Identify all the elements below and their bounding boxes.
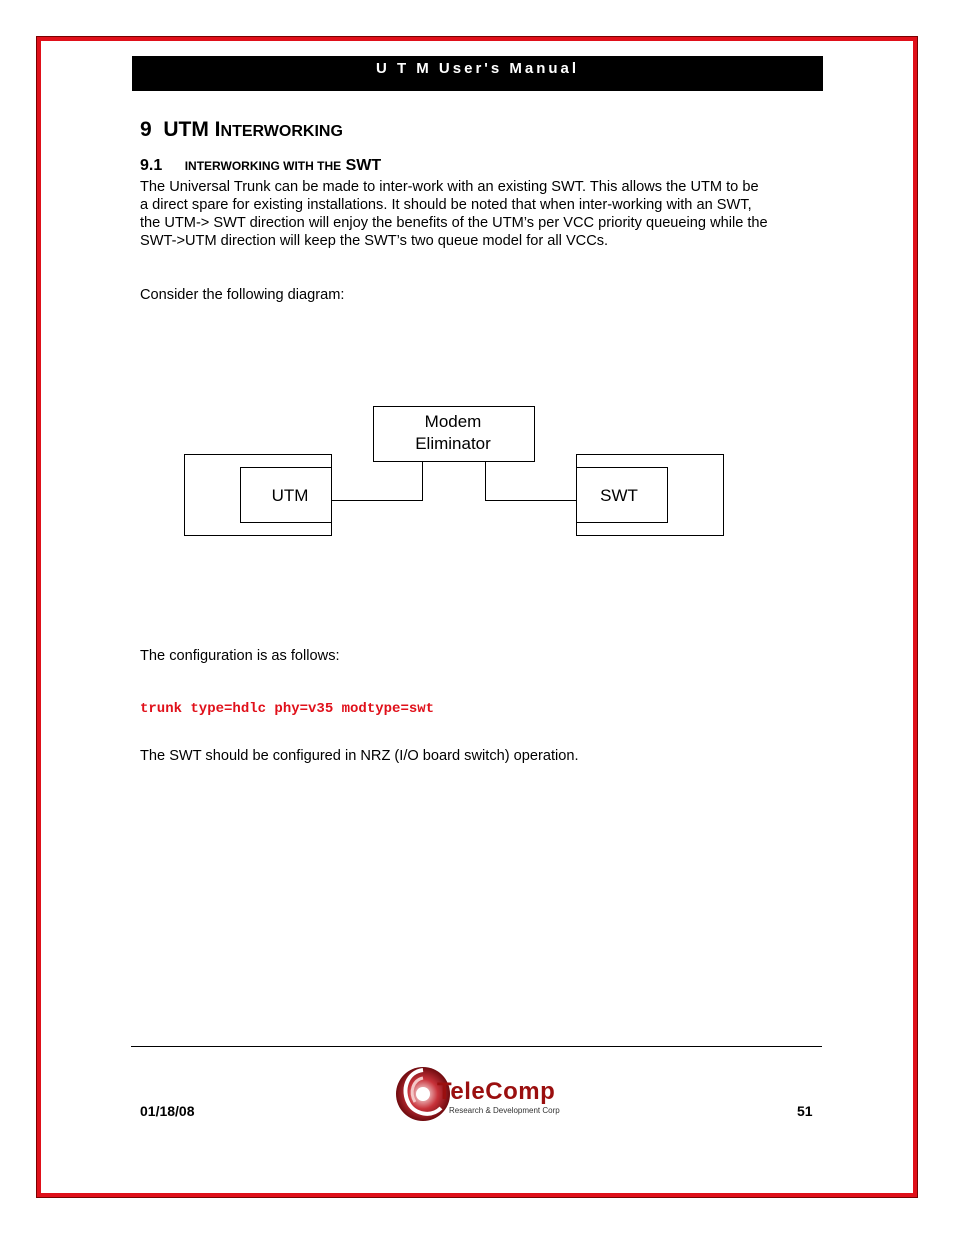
paragraph-line: a direct spare for existing installations. It should be noted that when inter-working with an SWT,: [140, 197, 752, 213]
subsection-title-small: INTERWORKING WITH THE: [184, 159, 342, 173]
section-title-main: UTM I: [163, 118, 221, 141]
logo-title: TeleComp: [437, 1078, 556, 1105]
paragraph-intro: [140, 178, 768, 250]
connector-swt-horizontal: [485, 500, 577, 501]
modem-label-line2: Eliminator: [415, 434, 491, 453]
paragraph-config-intro: The configuration is as follows:: [140, 648, 340, 664]
logo-subtitle: Research & Development Corp: [449, 1106, 560, 1115]
footer-divider: [131, 1046, 822, 1047]
connector-utm-horizontal: [331, 500, 423, 501]
paragraph-diagram-intro: Consider the following diagram:: [140, 287, 345, 303]
swt-label: SWT: [600, 486, 638, 505]
paragraph-line: the UTM-> SWT direction will enjoy the benefits of the UTM’s per VCC priority queueing while the: [140, 215, 768, 231]
modem-eliminator-label: [373, 411, 533, 455]
banner-title: U T M User's Manual: [375, 60, 580, 77]
connector-utm-vertical: [422, 461, 423, 501]
config-command: trunk type=hdlc phy=v35 modtype=swt: [140, 701, 435, 717]
paragraph-swt-note: The SWT should be configured in NRZ (I/O board switch) operation.: [140, 748, 579, 764]
page-number: 51: [797, 1103, 813, 1119]
footer-date: 01/18/08: [140, 1103, 195, 1119]
utm-label: UTM: [271, 486, 309, 505]
header-banner: [132, 56, 823, 91]
connector-swt-vertical: [485, 461, 486, 501]
section-title-smallcaps: NTERWORKING: [220, 123, 343, 140]
paragraph-line: SWT->UTM direction will keep the SWT’s two queue model for all VCCs.: [140, 233, 609, 249]
subsection-heading: [140, 157, 381, 175]
subsection-title-big: SWT: [345, 157, 382, 174]
telecomp-logo: [393, 1052, 573, 1132]
section-number: 9: [140, 118, 152, 141]
section-heading: [140, 118, 343, 142]
subsection-number: 9.1: [140, 157, 163, 174]
modem-label-line1: Modem: [424, 412, 482, 431]
paragraph-line: The Universal Trunk can be made to inter-work with an existing SWT. This allows the UTM to be: [140, 179, 759, 195]
